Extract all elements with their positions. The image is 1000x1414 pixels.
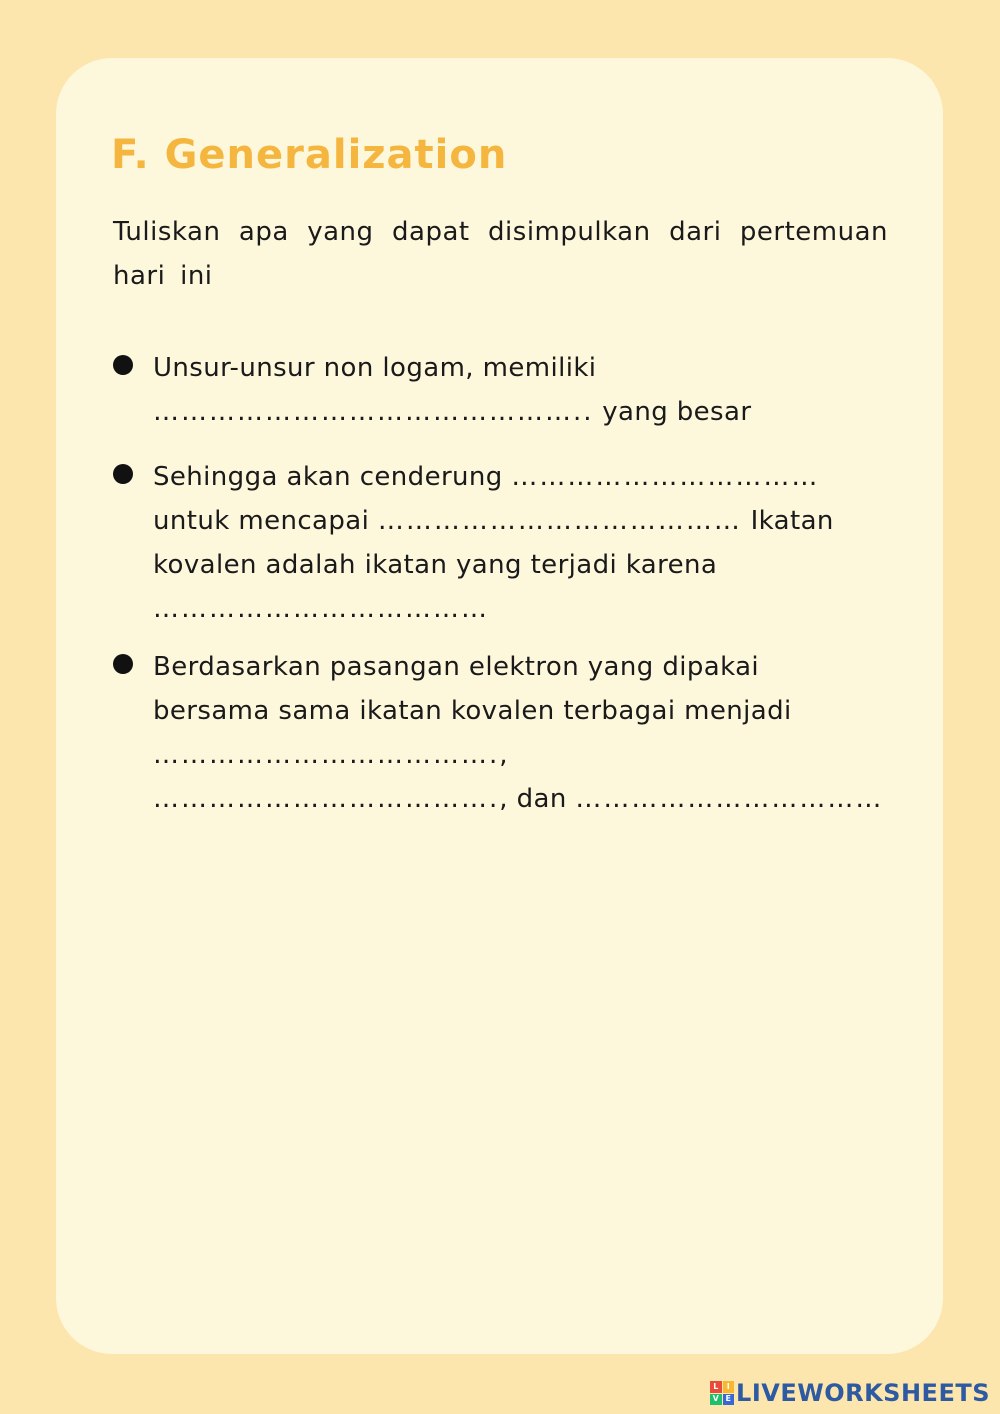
text-line: [153, 733, 893, 777]
answer-blank[interactable]: ……………………………….: [153, 784, 500, 814]
text-line: bersama sama ikatan kovalen terbagai menjadi: [153, 696, 792, 726]
bullet-text: [153, 455, 893, 631]
answer-blank[interactable]: ……………………………: [511, 462, 820, 492]
logo-badge-letter: I: [723, 1381, 735, 1393]
text-line: [153, 587, 893, 631]
answer-blank[interactable]: …………………………………: [377, 506, 742, 536]
text-line: kovalen adalah ikatan yang terjadi karena: [153, 550, 718, 580]
section-title: F. Generalization: [111, 132, 508, 178]
text-fragment: Sehingga akan cenderung: [153, 462, 512, 492]
answer-blank[interactable]: ……………………………….,: [153, 740, 510, 770]
bullet-dot: [113, 355, 133, 375]
text-fragment: , dan: [499, 784, 576, 814]
text-line: [153, 390, 893, 434]
text-fragment: Ikatan: [741, 506, 834, 536]
text-line: [153, 777, 893, 821]
bullet-text: [153, 346, 893, 434]
instruction-text: Tuliskan apa yang dapat disimpulkan dari pertemuan hari ini: [113, 217, 888, 291]
bullet-dot: [113, 654, 133, 674]
text-line: [153, 499, 893, 543]
answer-blank[interactable]: ……………………………: [575, 784, 884, 814]
logo-badge-letter: L: [710, 1381, 722, 1393]
answer-blank[interactable]: ………………………………………..: [153, 397, 594, 427]
answer-blank[interactable]: ………………………………: [153, 594, 489, 624]
text-line: Berdasarkan pasangan elektron yang dipakai: [153, 652, 760, 682]
logo-badge-letter: V: [710, 1394, 722, 1406]
logo-badge-icon: [710, 1381, 734, 1405]
bullet-text: [153, 645, 893, 821]
brand-name: LIVEWORKSHEETS: [736, 1379, 990, 1407]
text-line: [153, 455, 893, 499]
liveworksheets-logo: [710, 1378, 990, 1408]
text-fragment: yang besar: [593, 397, 752, 427]
logo-badge-letter: E: [723, 1394, 735, 1406]
text-fragment: untuk mencapai: [153, 506, 378, 536]
bullet-dot: [113, 464, 133, 484]
text-line: Unsur-unsur non logam, memiliki: [153, 353, 597, 383]
